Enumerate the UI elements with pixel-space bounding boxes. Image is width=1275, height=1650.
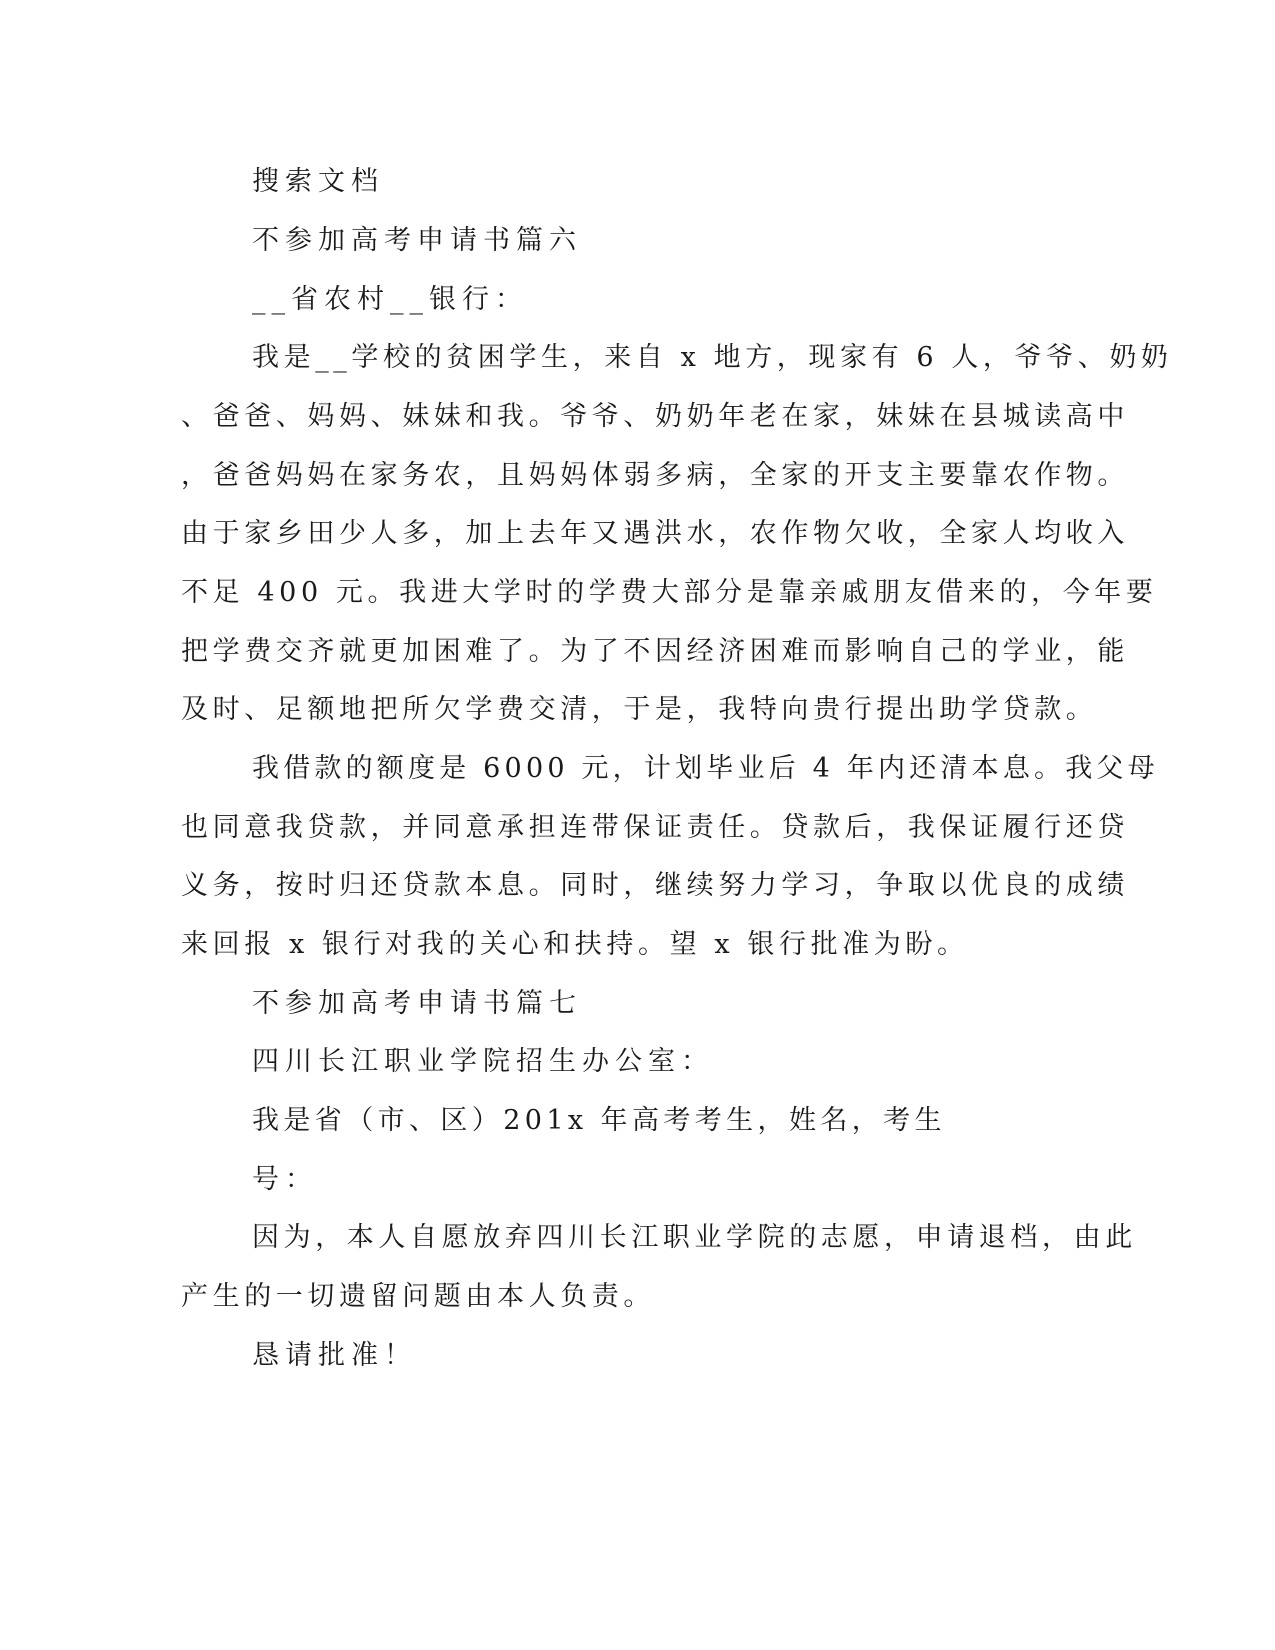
section-6-paragraph-2-line: 义务，按时归还贷款本息。同时，继续努力学习，争取以优良的成绩 <box>181 870 1129 901</box>
section-7-title: 不参加高考申请书篇七 <box>252 988 582 1019</box>
section-6-title: 不参加高考申请书篇六 <box>252 225 582 256</box>
section-6-paragraph-1-line: 我是__学校的贫困学生，来自 x 地方，现家有 6 人，爷爷、奶奶 <box>252 342 1173 373</box>
section-6-paragraph-1-line: 不足 400 元。我进大学时的学费大部分是靠亲戚朋友借来的，今年要 <box>181 577 1158 608</box>
section-6-paragraph-2-line: 我借款的额度是 6000 元，计划毕业后 4 年内还清本息。我父母 <box>252 753 1159 784</box>
section-6-paragraph-1-line: 把学费交齐就更加困难了。为了不因经济困难而影响自己的学业，能 <box>181 636 1129 667</box>
section-6-paragraph-2-line: 也同意我贷款，并同意承担连带保证责任。贷款后，我保证履行还贷 <box>181 812 1129 843</box>
section-6-paragraph-1-line: 、爸爸、妈妈、妹妹和我。爷爷、奶奶年老在家，妹妹在县城读高中 <box>181 401 1129 432</box>
section-7-candidate-line: 我是省（市、区）201x 年高考考生，姓名，考生 <box>252 1105 946 1136</box>
section-6-paragraph-2-line: 来回报 x 银行对我的关心和扶持。望 x 银行批准为盼。 <box>181 929 969 960</box>
search-document-label: 搜索文档 <box>252 166 384 197</box>
section-7-closing: 恳请批准！ <box>252 1340 417 1371</box>
section-7-paragraph-line: 产生的一切遗留问题由本人负责。 <box>181 1281 655 1312</box>
section-6-paragraph-1-line: 由于家乡田少人多，加上去年又遇洪水，农作物欠收，全家人均收入 <box>181 518 1129 549</box>
section-6-salutation: __省农村__银行： <box>252 284 528 315</box>
section-6-paragraph-1-line: 及时、足额地把所欠学费交清，于是，我特向贵行提出助学贷款。 <box>181 694 1098 725</box>
section-6-paragraph-1-line: ，爸爸妈妈在家务农，且妈妈体弱多病，全家的开支主要靠农作物。 <box>181 460 1129 491</box>
section-7-candidate-number-line: 号： <box>252 1164 318 1195</box>
section-7-salutation: 四川长江职业学院招生办公室： <box>252 1046 714 1077</box>
section-7-paragraph-line: 因为，本人自愿放弃四川长江职业学院的志愿，申请退档，由此 <box>252 1222 1137 1253</box>
